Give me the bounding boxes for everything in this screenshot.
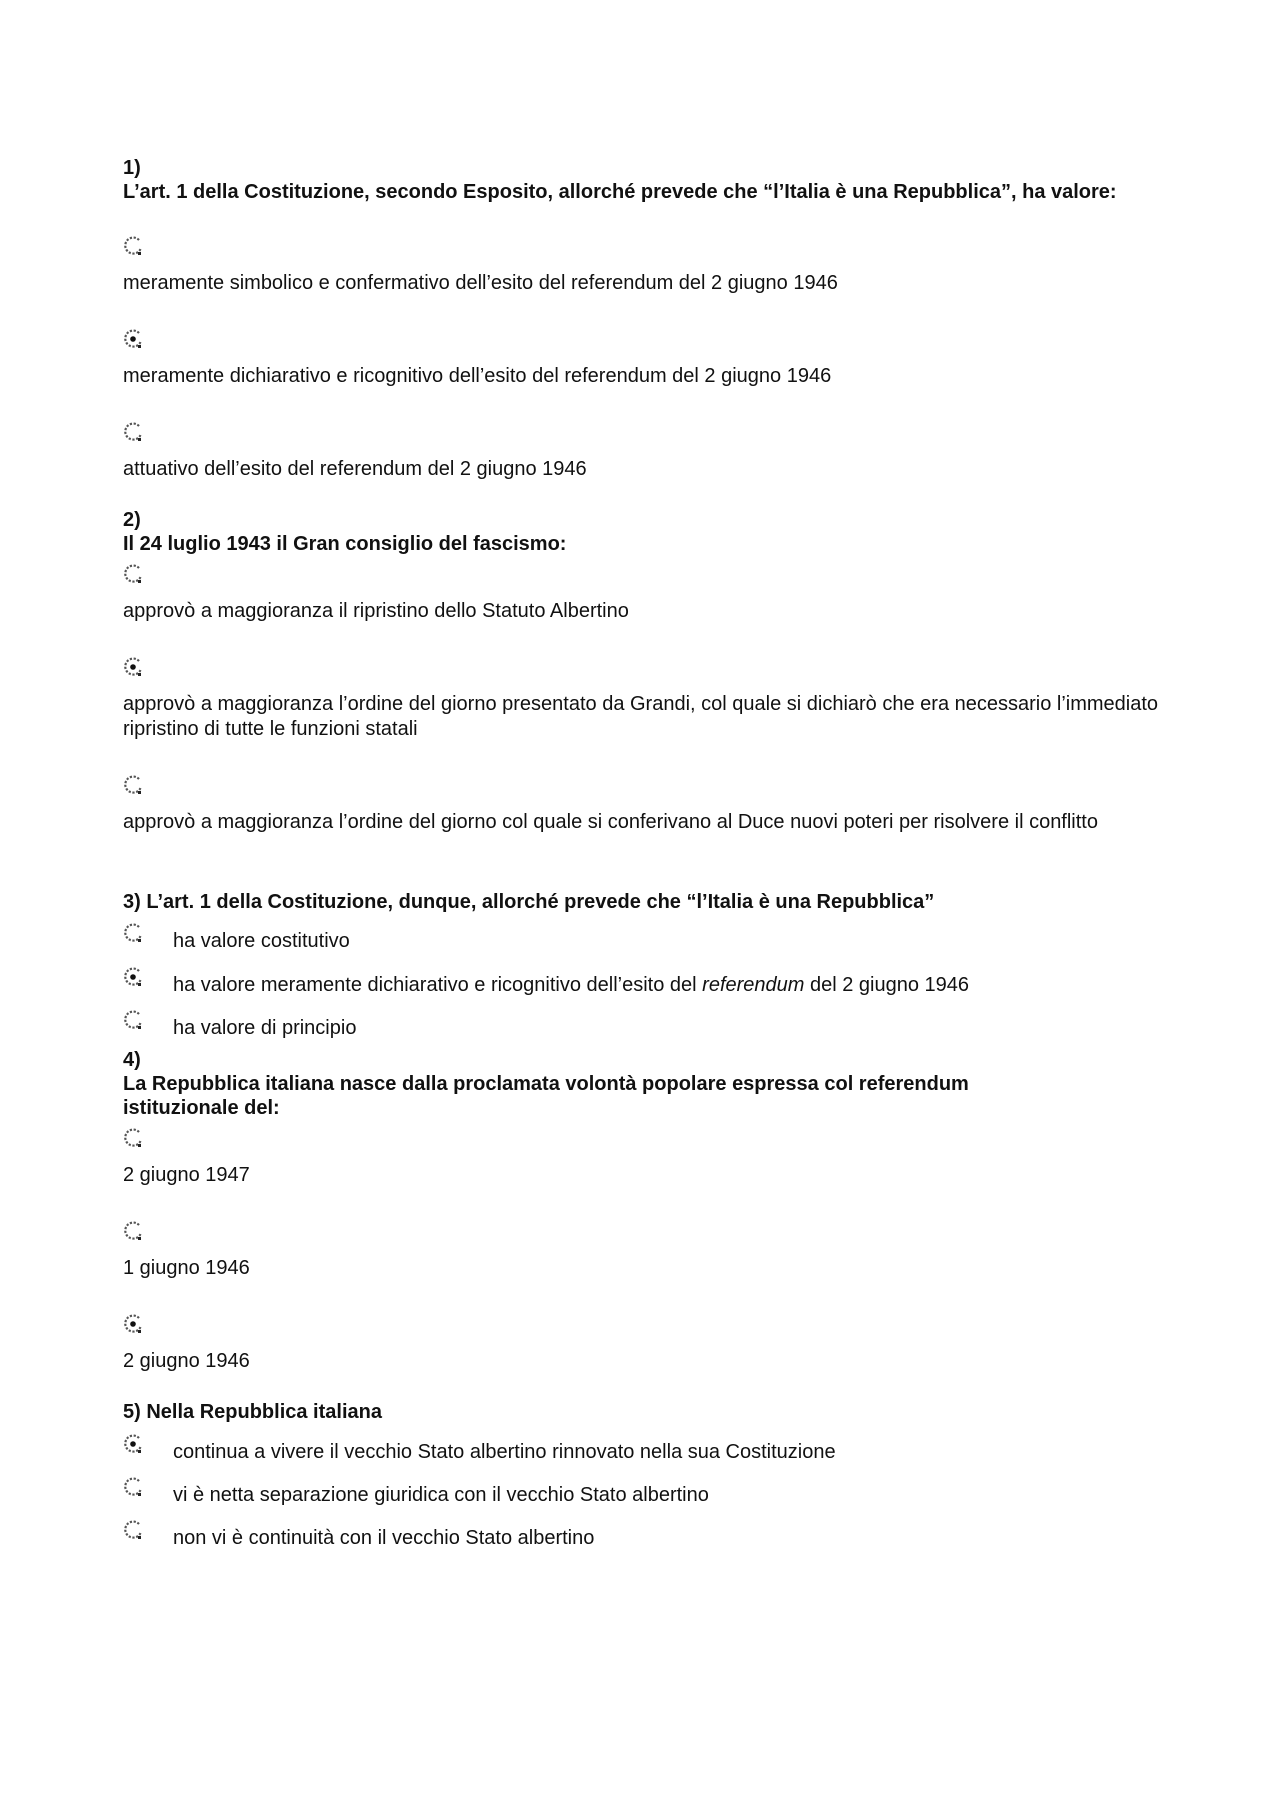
radio-option-2c[interactable]	[123, 775, 143, 795]
radio-option-3b[interactable]	[123, 967, 143, 987]
option-label: vi è netta separazione giuridica con il vecchio Stato albertino	[173, 1484, 709, 1506]
radio-option-4a[interactable]	[123, 1128, 143, 1148]
option-label: meramente simbolico e confermativo dell’esito del referendum del 2 giugno 1946	[123, 272, 838, 294]
radio-selected-icon	[123, 1434, 143, 1454]
option-label-pre: ha valore meramente dichiarativo e ricognitivo dell’esito del	[173, 974, 703, 996]
radio-option-2b[interactable]	[123, 657, 143, 677]
radio-option-5c[interactable]	[123, 1520, 143, 1540]
option-label: approvò a maggioranza l’ordine del giorno col quale si conferivano al Duce nuovi poteri per risolvere il conflitto	[123, 811, 1098, 833]
question-5	[123, 1400, 1163, 1549]
radio-empty-icon	[123, 1221, 143, 1241]
option-label: 1 giugno 1946	[123, 1257, 250, 1279]
question-text: Il 24 luglio 1943 il Gran consiglio del fascismo:	[123, 533, 567, 555]
option-label: approvò a maggioranza l’ordine del giorno presentato da Grandi, col quale si dichiarò che era necessario l’immediato ripristino di tutte le funzioni statali	[123, 693, 1159, 740]
question-3	[123, 890, 1163, 1039]
question-1	[123, 156, 1163, 480]
radio-option-4b[interactable]	[123, 1221, 143, 1241]
radio-selected-icon	[123, 1314, 143, 1334]
option-label: continua a vivere il vecchio Stato albertino rinnovato nella sua Costituzione	[173, 1441, 836, 1463]
question-4	[123, 1048, 1163, 1372]
radio-selected-icon	[123, 657, 143, 677]
radio-empty-icon	[123, 1477, 143, 1497]
radio-empty-icon	[123, 236, 143, 256]
question-2	[123, 508, 1163, 833]
radio-selected-icon	[123, 329, 143, 349]
question-text: 5) Nella Repubblica italiana	[123, 1401, 382, 1423]
radio-option-5a[interactable]	[123, 1434, 143, 1454]
question-text: 3) L’art. 1 della Costituzione, dunque, allorché prevede che “l’Italia è una Repubblica”	[123, 891, 935, 913]
option-label-post: del 2 giugno 1946	[804, 974, 970, 996]
radio-empty-icon	[123, 923, 143, 943]
option-label: non vi è continuità con il vecchio Stato albertino	[173, 1527, 595, 1549]
radio-option-3a[interactable]	[123, 923, 143, 943]
radio-option-4c[interactable]	[123, 1314, 143, 1334]
option-label	[173, 973, 969, 998]
option-label: 2 giugno 1946	[123, 1350, 250, 1372]
radio-option-2a[interactable]	[123, 564, 143, 584]
radio-empty-icon	[123, 1520, 143, 1540]
question-number: 1)	[123, 157, 141, 179]
radio-selected-icon	[123, 967, 143, 987]
radio-empty-icon	[123, 564, 143, 584]
radio-option-1a[interactable]	[123, 236, 143, 256]
option-label: approvò a maggioranza il ripristino dello Statuto Albertino	[123, 600, 629, 622]
question-number: 4)	[123, 1049, 141, 1071]
radio-option-3c[interactable]	[123, 1010, 143, 1030]
option-label: ha valore costitutivo	[173, 930, 350, 952]
question-text: L’art. 1 della Costituzione, secondo Esposito, allorché prevede che “l’Italia è una Repubblica”, ha valore:	[123, 181, 1117, 203]
option-label: attuativo dell’esito del referendum del 2 giugno 1946	[123, 458, 587, 480]
option-label: 2 giugno 1947	[123, 1164, 250, 1186]
radio-empty-icon	[123, 1010, 143, 1030]
option-label: ha valore di principio	[173, 1017, 357, 1039]
question-number: 2)	[123, 509, 141, 531]
question-text: La Repubblica italiana nasce dalla proclamata volontà popolare espressa col referendum istituzionale del:	[123, 1073, 969, 1119]
radio-empty-icon	[123, 775, 143, 795]
option-label-emphasis: referendum	[702, 974, 805, 996]
radio-empty-icon	[123, 422, 143, 442]
radio-option-5b[interactable]	[123, 1477, 143, 1497]
radio-option-1b[interactable]	[123, 329, 143, 349]
radio-option-1c[interactable]	[123, 422, 143, 442]
radio-empty-icon	[123, 1128, 143, 1148]
option-label: meramente dichiarativo e ricognitivo dell’esito del referendum del 2 giugno 1946	[123, 365, 832, 387]
